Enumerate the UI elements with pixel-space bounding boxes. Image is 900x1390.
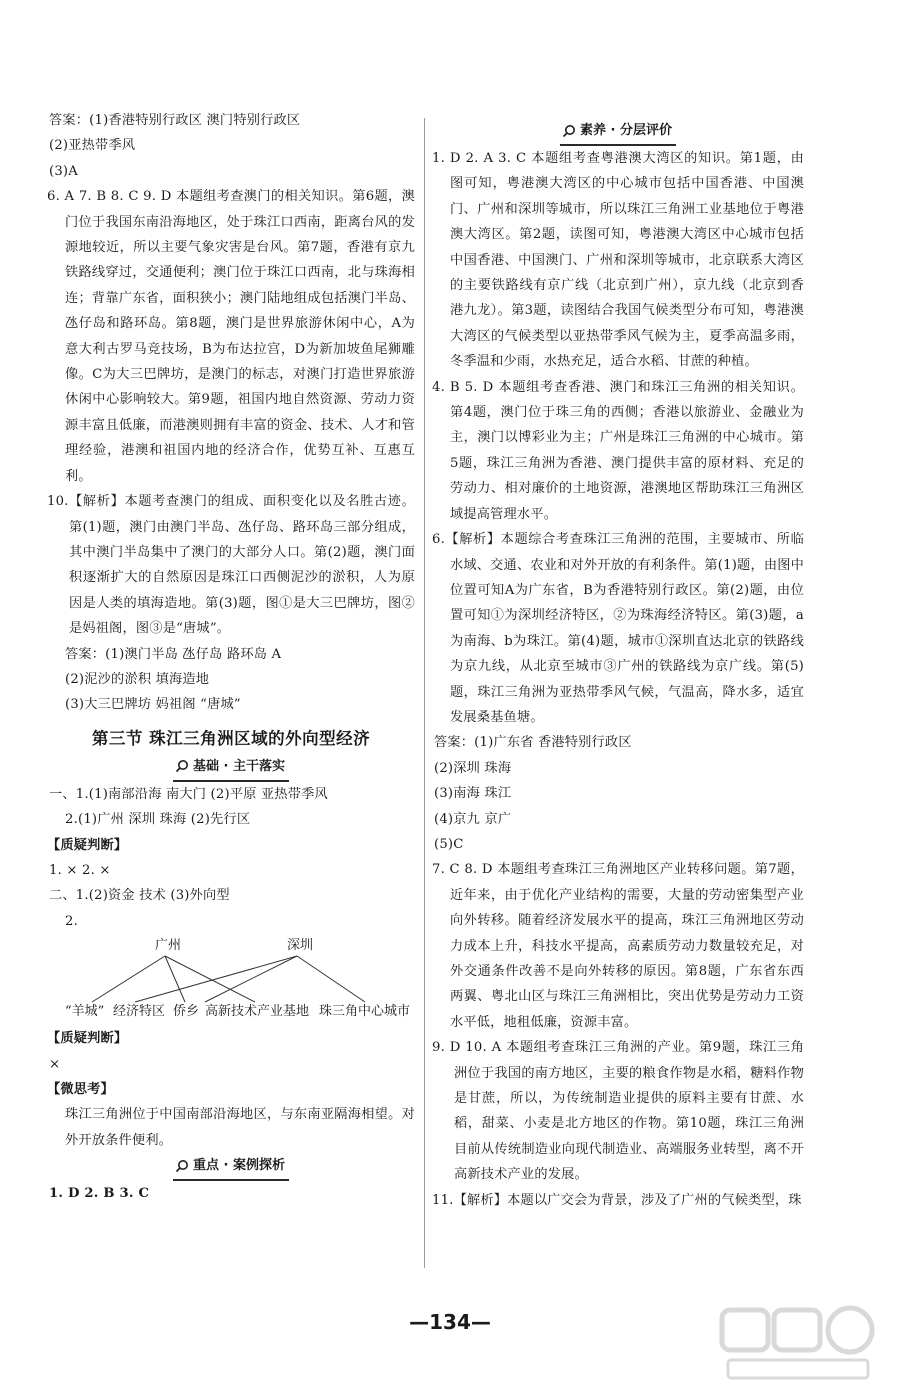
- diagram-node: 珠三角中心城市: [319, 1004, 411, 1020]
- section-bar: [47, 1155, 415, 1179]
- magnifier-icon: [175, 759, 189, 773]
- answer-line: (3)A: [49, 163, 79, 179]
- answer-line: 答案：(1)澳门半岛 氹仔岛 路环岛 A: [65, 646, 282, 662]
- answer-line: (3)大三巴牌坊 妈祖阁 “唐城”: [65, 697, 241, 713]
- page-number: —134—: [409, 1310, 491, 1334]
- explanation-paragraph: 珠江三角洲位于中国南部沿海地区，与东南亚隔海相望。对外开放条件便利。: [65, 1107, 415, 1148]
- answer-line: 答案：(1)广东省 香港特别行政区: [434, 735, 632, 751]
- diagram-node-shenzhen: 深圳: [287, 938, 314, 954]
- section-bar-label: 重点 · 案例探析: [193, 1158, 285, 1174]
- column-divider: [424, 118, 425, 1268]
- answer-line: 1. D 2. B 3. C: [49, 1186, 150, 1202]
- diagram-node: 高新技术产业基地: [205, 1004, 310, 1020]
- answer-line: ×: [49, 1056, 61, 1072]
- magnifier-icon: [562, 124, 576, 138]
- tag-label: 【质疑判断】: [47, 837, 128, 853]
- section-bar-label: 基础 · 主干落实: [193, 758, 285, 774]
- answer-line: 答案：(1)香港特别行政区 澳门特别行政区: [49, 113, 301, 128]
- answer-line: 一、1.(1)南部沿海 南大门 (2)平原 亚热带季风: [49, 786, 328, 802]
- answer-line: (2)亚热带季风: [49, 138, 136, 154]
- answer-line: 2.: [65, 913, 78, 929]
- explanation-paragraph: 6. A 7. B 8. C 9. D 本题组考查澳门的相关知识。第6题，澳门位于我国东南沿海地区，处于珠江口西南，距离台风的发源地较近，所以主要气象灾害是台风。第7题，香港有京九铁路线穿过，交通便利；澳门位于珠江口西南，北与珠海相连；背靠广东省，面积狭小；澳门陆地组成包括澳门半岛、氹仔岛和路环岛。第8题，澳门是世界旅游休闲中心，A为意大利古罗马竞技场，B为布达拉宫，D为新加坡鱼尾狮雕像。C为大三巴牌坊，是澳门的标志，对澳门打造世界旅游休闲中心影响较大。第9题，祖国内地自然资源、劳动力资源丰富且低廉，而港澳则拥有丰富的资金、技术、人才和管理经验，港澳和祖国内地的经济合作，优势互补、互惠互利。: [47, 189, 415, 484]
- explanation-paragraph: 7. C 8. D 本题组考查珠江三角洲地区产业转移问题。第7题，近年来，由于优化产业结构的需要，大量的劳动密集型产业向外转移。随着经济发展水平的提高，珠江三角洲地区劳动力成本上升，科技水平提高，高素质劳动力数量较充足，对外交通条件改善不是向外转移的原因。第8题，广东省东西两翼、粤北山区与珠江三角洲相比，突出优势是劳动力工资水平低，地租低廉，资源丰富。: [432, 862, 804, 1030]
- section-bar: [432, 120, 804, 144]
- watermark-logo: [718, 1304, 878, 1382]
- tag-label: 【微思考】: [47, 1082, 114, 1097]
- section-bar-label: 素养 · 分层评价: [580, 122, 672, 138]
- diagram-node-guangzhou: 广州: [155, 938, 182, 954]
- answer-line: (3)南海 珠江: [434, 786, 512, 802]
- answer-line: (2)泥沙的淤积 填海造地: [65, 671, 210, 687]
- answer-line: (5)C: [434, 836, 464, 852]
- answer-line: (2)深圳 珠海: [434, 760, 512, 776]
- left-column: [47, 108, 415, 1207]
- explanation-paragraph: 9. D 10. A 本题组考查珠江三角洲的产业。第9题，珠江三角洲位于我国的南方地区，主要的粮食作物是水稻，糖料作物是甘蔗，所以，为传统制造业提供的原料主要有甘蔗、水稻，甜菜、小麦是北方地区的作物。第10题，珠江三角洲目前从传统制造业向现代制造业、高端服务业转型，离不开高新技术产业的发展。: [432, 1040, 804, 1183]
- section-bar: [47, 756, 415, 780]
- explanation-paragraph: 4. B 5. D 本题组考查香港、澳门和珠江三角洲的相关知识。第4题，澳门位于珠三角的西侧；香港以旅游业、金融业为主，澳门以博彩业为主；广州是珠江三角洲的中心城市。第5题，珠江三角洲为香港、澳门提供丰富的原材料、充足的劳动力、相对廉价的土地资源，港澳地区帮助珠江三角洲区域提高管理水平。: [432, 379, 804, 522]
- answer-line: (4)京九 京广: [434, 811, 512, 827]
- explanation-paragraph: 1. D 2. A 3. C 本题组考查粤港澳大湾区的知识。第1题，由图可知，粤港澳大湾区的中心城市包括中国香港、中国澳门、广州和深圳等城市，所以珠江三角洲工业基地位于粤港澳大湾区。第2题，读图可知，粤港澳大湾区中心城市包括中国香港、中国澳门、广州和深圳等城市，北京联系大湾区的主要铁路线有京广线（北京到广州），京九线（北京到香港九龙）。第3题，读图结合我国气候类型分布可知，粤港澳大湾区的气候类型以亚热带季风气候为主，夏季高温多雨，冬季温和少雨，水热充足，适合水稻、甘蔗的种植。: [432, 151, 804, 370]
- magnifier-icon: [175, 1159, 189, 1173]
- explanation-paragraph: 6.【解析】本题综合考查珠江三角洲的范围，主要城市、所临水域、交通、农业和对外开放的有利条件。第(1)题，由图中位置可知A为广东省，B为香港特别行政区。第(2)题，由位置可知①为深圳经济特区，②为珠海经济特区。第(3)题，a为南海、b为珠江。第(4)题，城市①深圳直达北京的铁路线为京九线，从北京至城市③广州的铁路线为京广线。第(5)题，珠江三角洲为亚热带季风气候，气温高，降水多，适宜发展桑基鱼塘。: [432, 532, 804, 725]
- explanation-paragraph: 11.【解析】本题以广交会为背景，涉及了广州的气候类型，珠: [432, 1192, 802, 1208]
- diagram-node: “羊城”: [65, 1004, 105, 1020]
- section-title: 第三节 珠江三角洲区域的外向型经济: [91, 728, 371, 748]
- answer-line: 1. × 2. ×: [49, 862, 111, 878]
- diagram-node: 经济特区: [113, 1004, 166, 1020]
- diagram-node: 侨乡: [173, 1004, 200, 1020]
- tag-label: 【质疑判断】: [47, 1031, 128, 1047]
- city-matching-diagram: [47, 936, 415, 1022]
- answer-line: 二、1.(2)资金 技术 (3)外向型: [49, 888, 230, 904]
- right-column: [432, 108, 804, 1213]
- explanation-paragraph: 10.【解析】本题考查澳门的组成、面积变化以及名胜古迹。第(1)题，澳门由澳门半岛、氹仔岛、路环岛三部分组成，其中澳门半岛集中了澳门的大部分人口。第(2)题，澳门面积逐渐扩大的自然原因是珠江口西侧泥沙的淤积，人为原因是人类的填海造地。第(3)题，图①是大三巴牌坊，图②是妈祖阁，图③是“唐城”。: [47, 494, 415, 637]
- answer-line: 2.(1)广州 深圳 珠海 (2)先行区: [65, 812, 251, 828]
